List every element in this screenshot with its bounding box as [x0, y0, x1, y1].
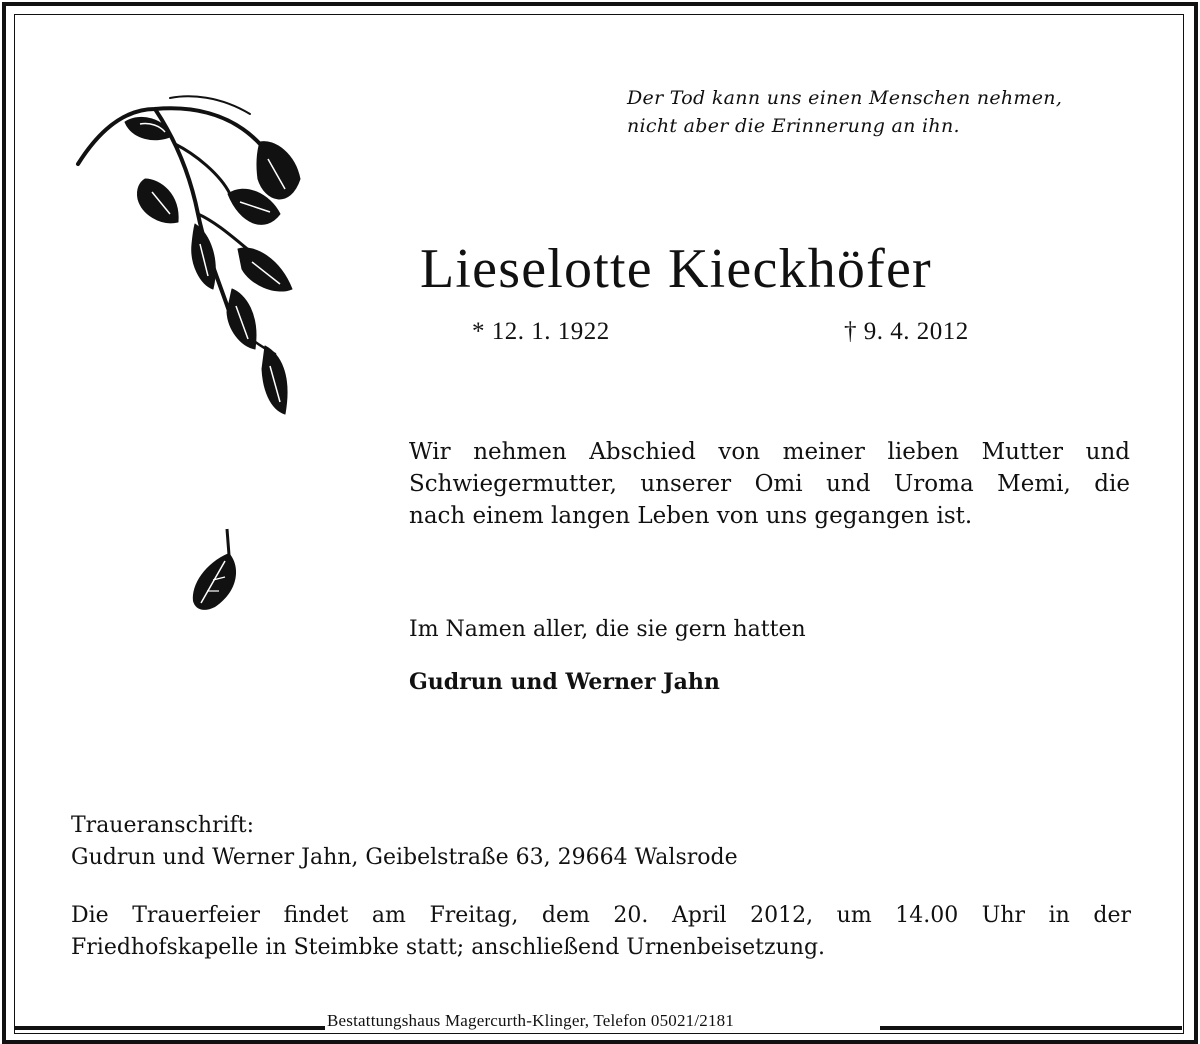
signers: Gudrun und Werner Jahn — [409, 669, 720, 695]
ceremony-notice — [71, 900, 1131, 964]
quote-line-1: Der Tod kann uns einen Menschen nehmen, — [627, 87, 1063, 109]
farewell-line-1: Wir nehmen Abschied von meiner lieben Mutter und — [409, 439, 1130, 465]
on-behalf-line: Im Namen aller, die sie gern hatten — [409, 617, 806, 642]
memorial-quote — [627, 84, 1062, 140]
address-value: Gudrun und Werner Jahn, Geibelstraße 63, 29664 Walsrode — [71, 845, 738, 870]
farewell-line-2: Schwiegermutter, unserer Omi und Uroma Memi, die — [409, 471, 1130, 497]
funeral-home-footer: Bestattungshaus Magercurth-Klinger, Telefon 05021/2181 — [327, 1011, 735, 1030]
farewell-text — [409, 436, 1130, 532]
ceremony-line-1: Die Trauerfeier findet am Freitag, dem 20. April 2012, um 14.00 Uhr in der — [71, 903, 1131, 928]
birch-branch-icon — [70, 84, 310, 434]
ceremony-line-2: Friedhofskapelle in Steimbke statt; anschließend Urnenbeisetzung. — [71, 935, 826, 960]
deceased-name: Lieselotte Kieckhöfer — [420, 238, 932, 300]
falling-leaf-icon — [185, 525, 245, 615]
farewell-line-3: nach einem langen Leben von uns gegangen ist. — [409, 503, 973, 529]
quote-line-2: nicht aber die Erinnerung an ihn. — [627, 115, 960, 137]
birth-date: * 12. 1. 1922 — [472, 318, 610, 345]
footer-rule-left — [14, 1026, 326, 1030]
footer-rule-right — [880, 1026, 1182, 1030]
mourning-address — [71, 810, 738, 874]
address-label: Traueranschrift: — [71, 813, 255, 838]
death-date: † 9. 4. 2012 — [844, 318, 969, 345]
